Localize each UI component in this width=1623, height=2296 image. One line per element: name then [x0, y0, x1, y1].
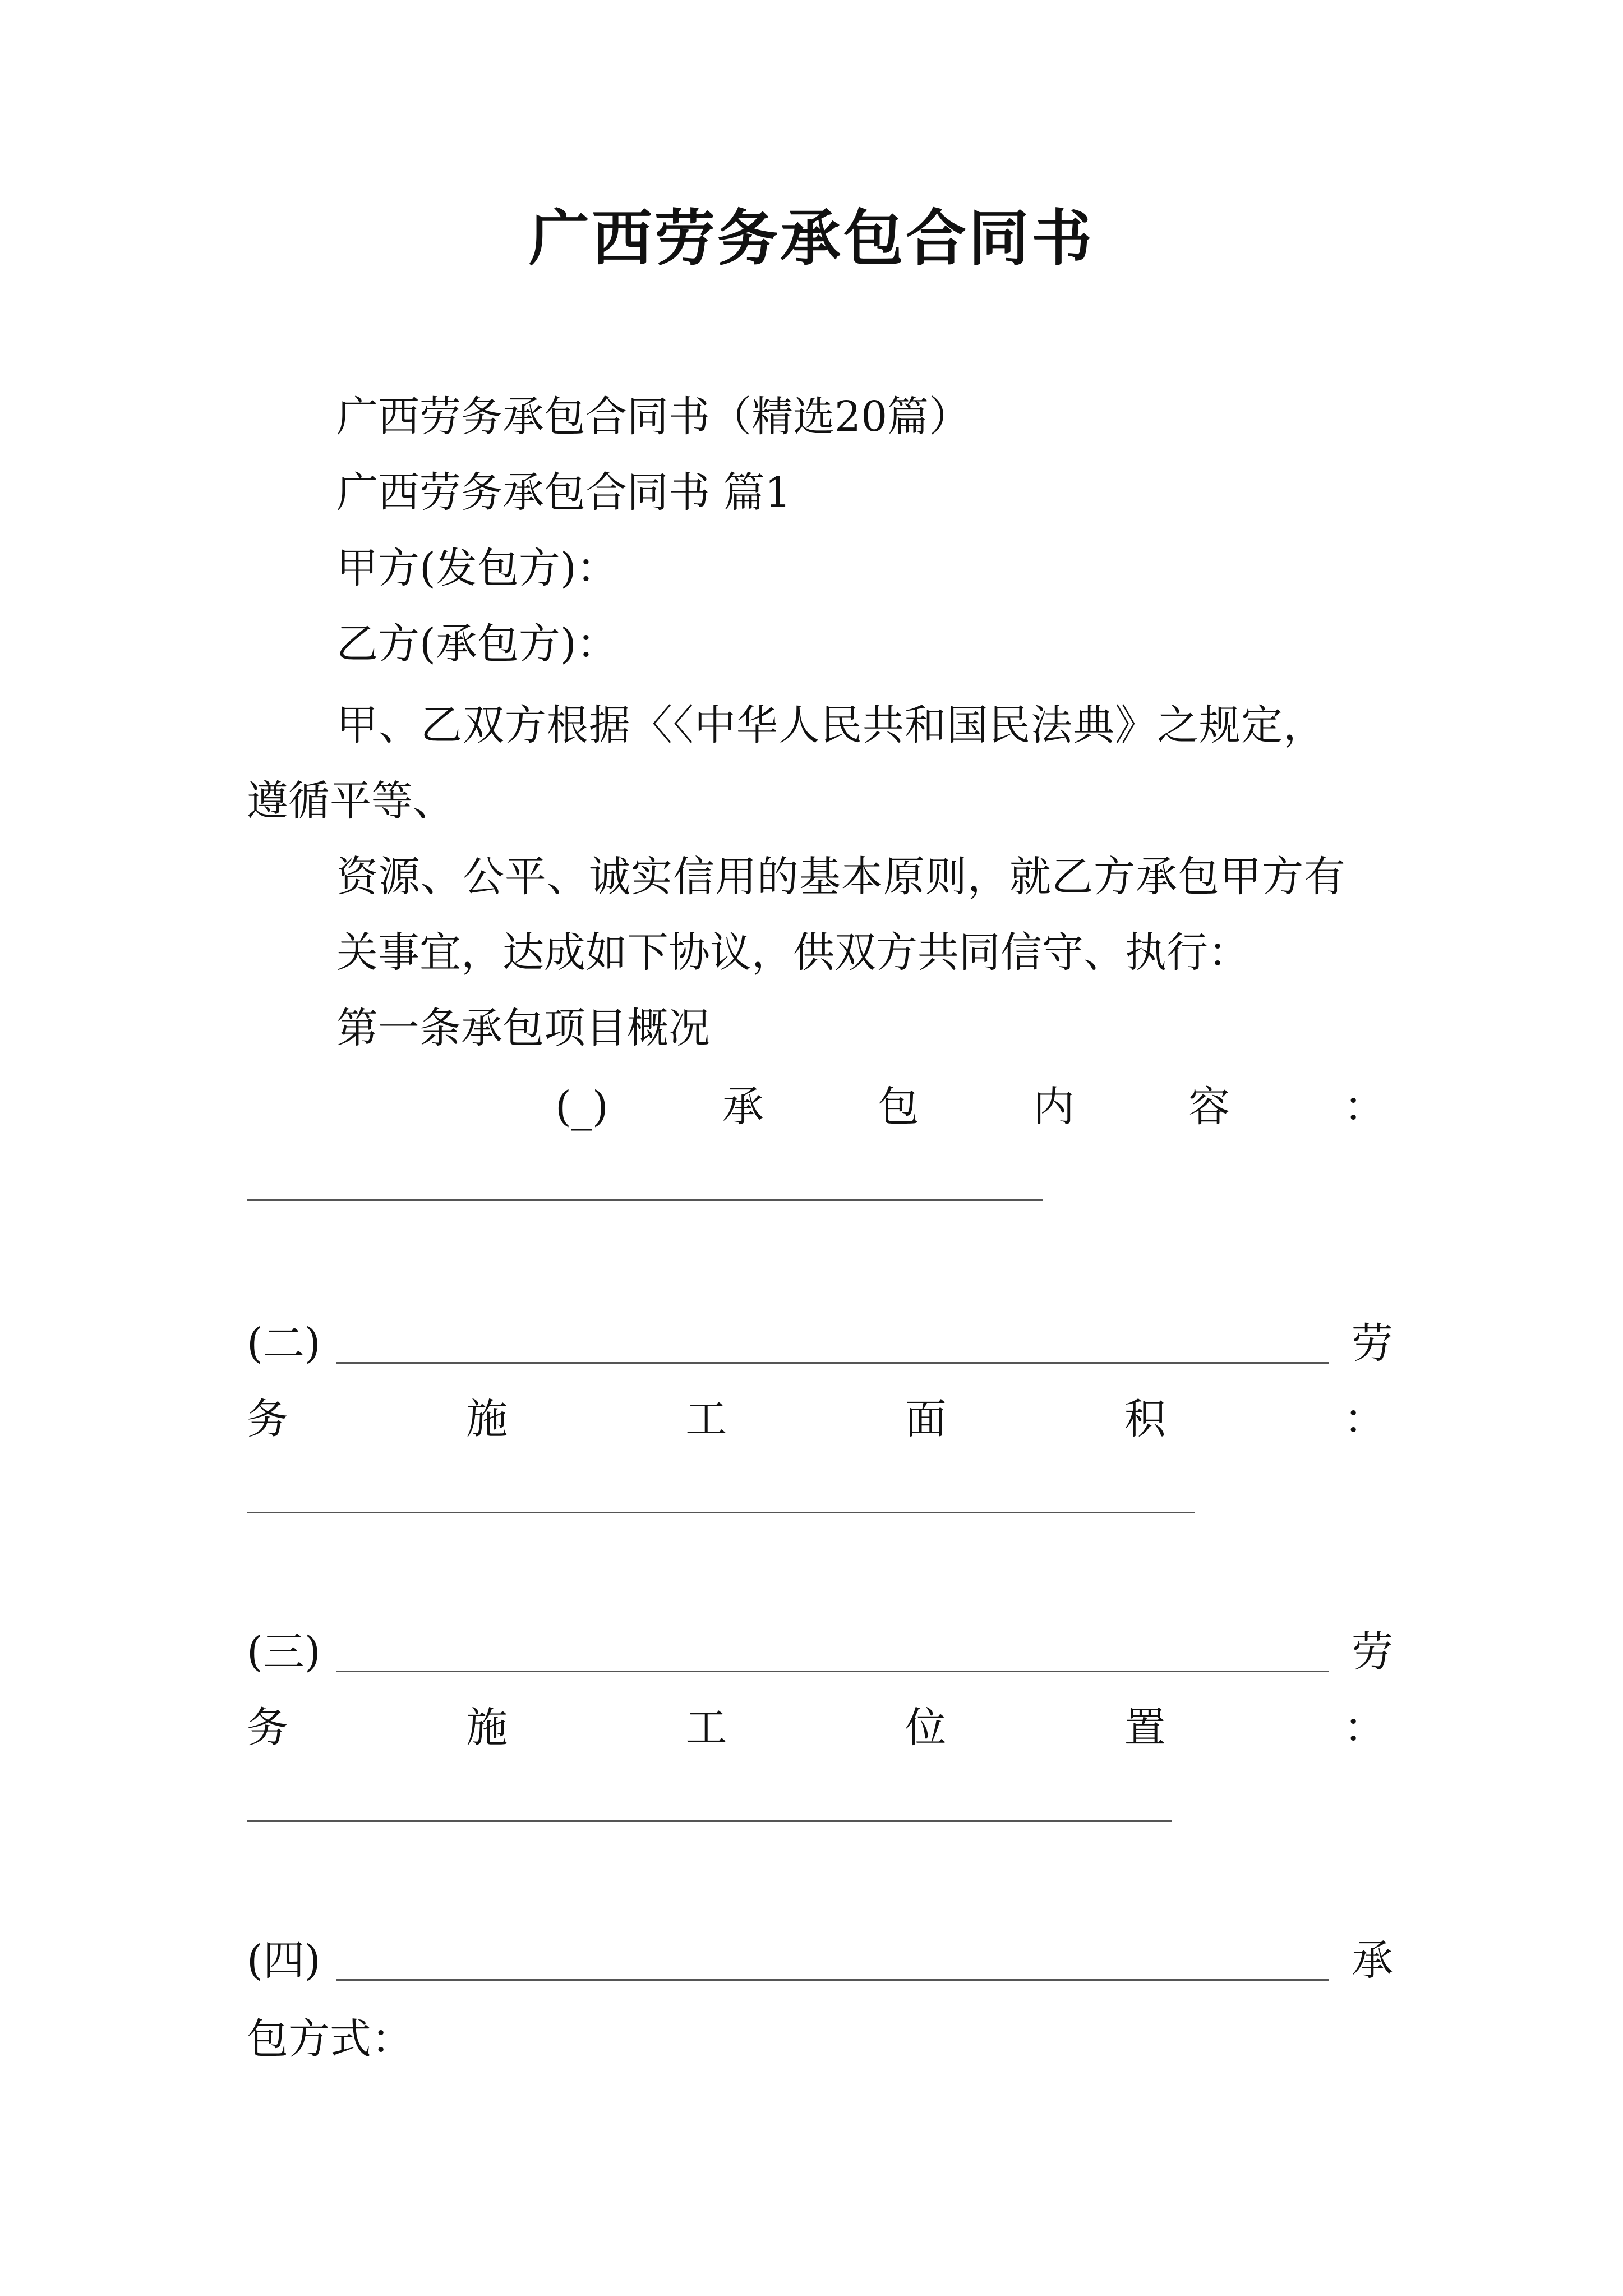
- article-heading: 广西劳务承包合同书 篇1: [336, 468, 791, 517]
- intro-line-4: 关事宜，达成如下协议，供双方共同信守、执行：: [336, 928, 1249, 977]
- item-3-char: 施: [466, 1704, 508, 1752]
- item-4-label: (四): [247, 1936, 321, 1985]
- document-title: 广西劳务承包合同书: [528, 203, 1094, 274]
- document-subtitle: 广西劳务承包合同书（精选20篇）: [336, 393, 971, 441]
- item-1-char: 内: [1032, 1083, 1075, 1131]
- intro-line-2: 遵循平等、: [247, 777, 454, 825]
- item-3-tail: 劳: [1352, 1628, 1393, 1676]
- item-3-char: 位: [905, 1704, 947, 1752]
- item-2-char: 务: [247, 1395, 288, 1443]
- item-3-blank-line: [247, 1820, 1172, 1822]
- item-2-fill-line: [336, 1362, 1329, 1364]
- item-4-tail: 承: [1352, 1936, 1393, 1985]
- item-1-blank-line: [247, 1199, 1043, 1201]
- item-3-char: 置: [1124, 1704, 1166, 1752]
- item-2-blank-line: [247, 1512, 1195, 1513]
- item-1-label: (_): [555, 1083, 608, 1131]
- item-3-fill-line: [336, 1671, 1329, 1672]
- item-4-continuation: 包方式：: [247, 2015, 413, 2063]
- item-2-row: [247, 1388, 1385, 1450]
- item-3-char: 务: [247, 1704, 288, 1752]
- item-3-colon: ：: [1343, 1704, 1385, 1752]
- item-1-colon: ：: [1343, 1083, 1385, 1131]
- item-2-tail: 劳: [1352, 1319, 1393, 1368]
- item-3-label: (三): [247, 1628, 321, 1676]
- item-1-char: 承: [722, 1083, 764, 1131]
- item-3-char: 工: [685, 1704, 727, 1752]
- item-2-char: 积: [1124, 1395, 1166, 1443]
- item-2-colon: ：: [1343, 1395, 1385, 1443]
- intro-line-1: 甲、乙双方根据〈〈中华人民共和国民法典》之规定，: [336, 701, 1325, 749]
- item-2-label: (二): [247, 1319, 321, 1368]
- item-1-char: 包: [877, 1083, 919, 1131]
- section-1-heading: 第一条承包项目概况: [336, 1004, 710, 1052]
- item-2-char: 工: [685, 1395, 727, 1443]
- item-2-char: 面: [905, 1395, 947, 1443]
- party-b-line: 乙方(承包方)：: [336, 620, 618, 668]
- item-3-row: [247, 1697, 1385, 1759]
- party-a-line: 甲方(发包方)：: [336, 544, 618, 592]
- item-4-fill-line: [336, 1979, 1329, 1981]
- item-1-char: 容: [1188, 1083, 1230, 1131]
- item-1-row: [555, 1076, 1385, 1138]
- item-2-char: 施: [466, 1395, 508, 1443]
- intro-line-3: 资源、公平、诚实信用的基本原则，就乙方承包甲方有: [336, 853, 1346, 901]
